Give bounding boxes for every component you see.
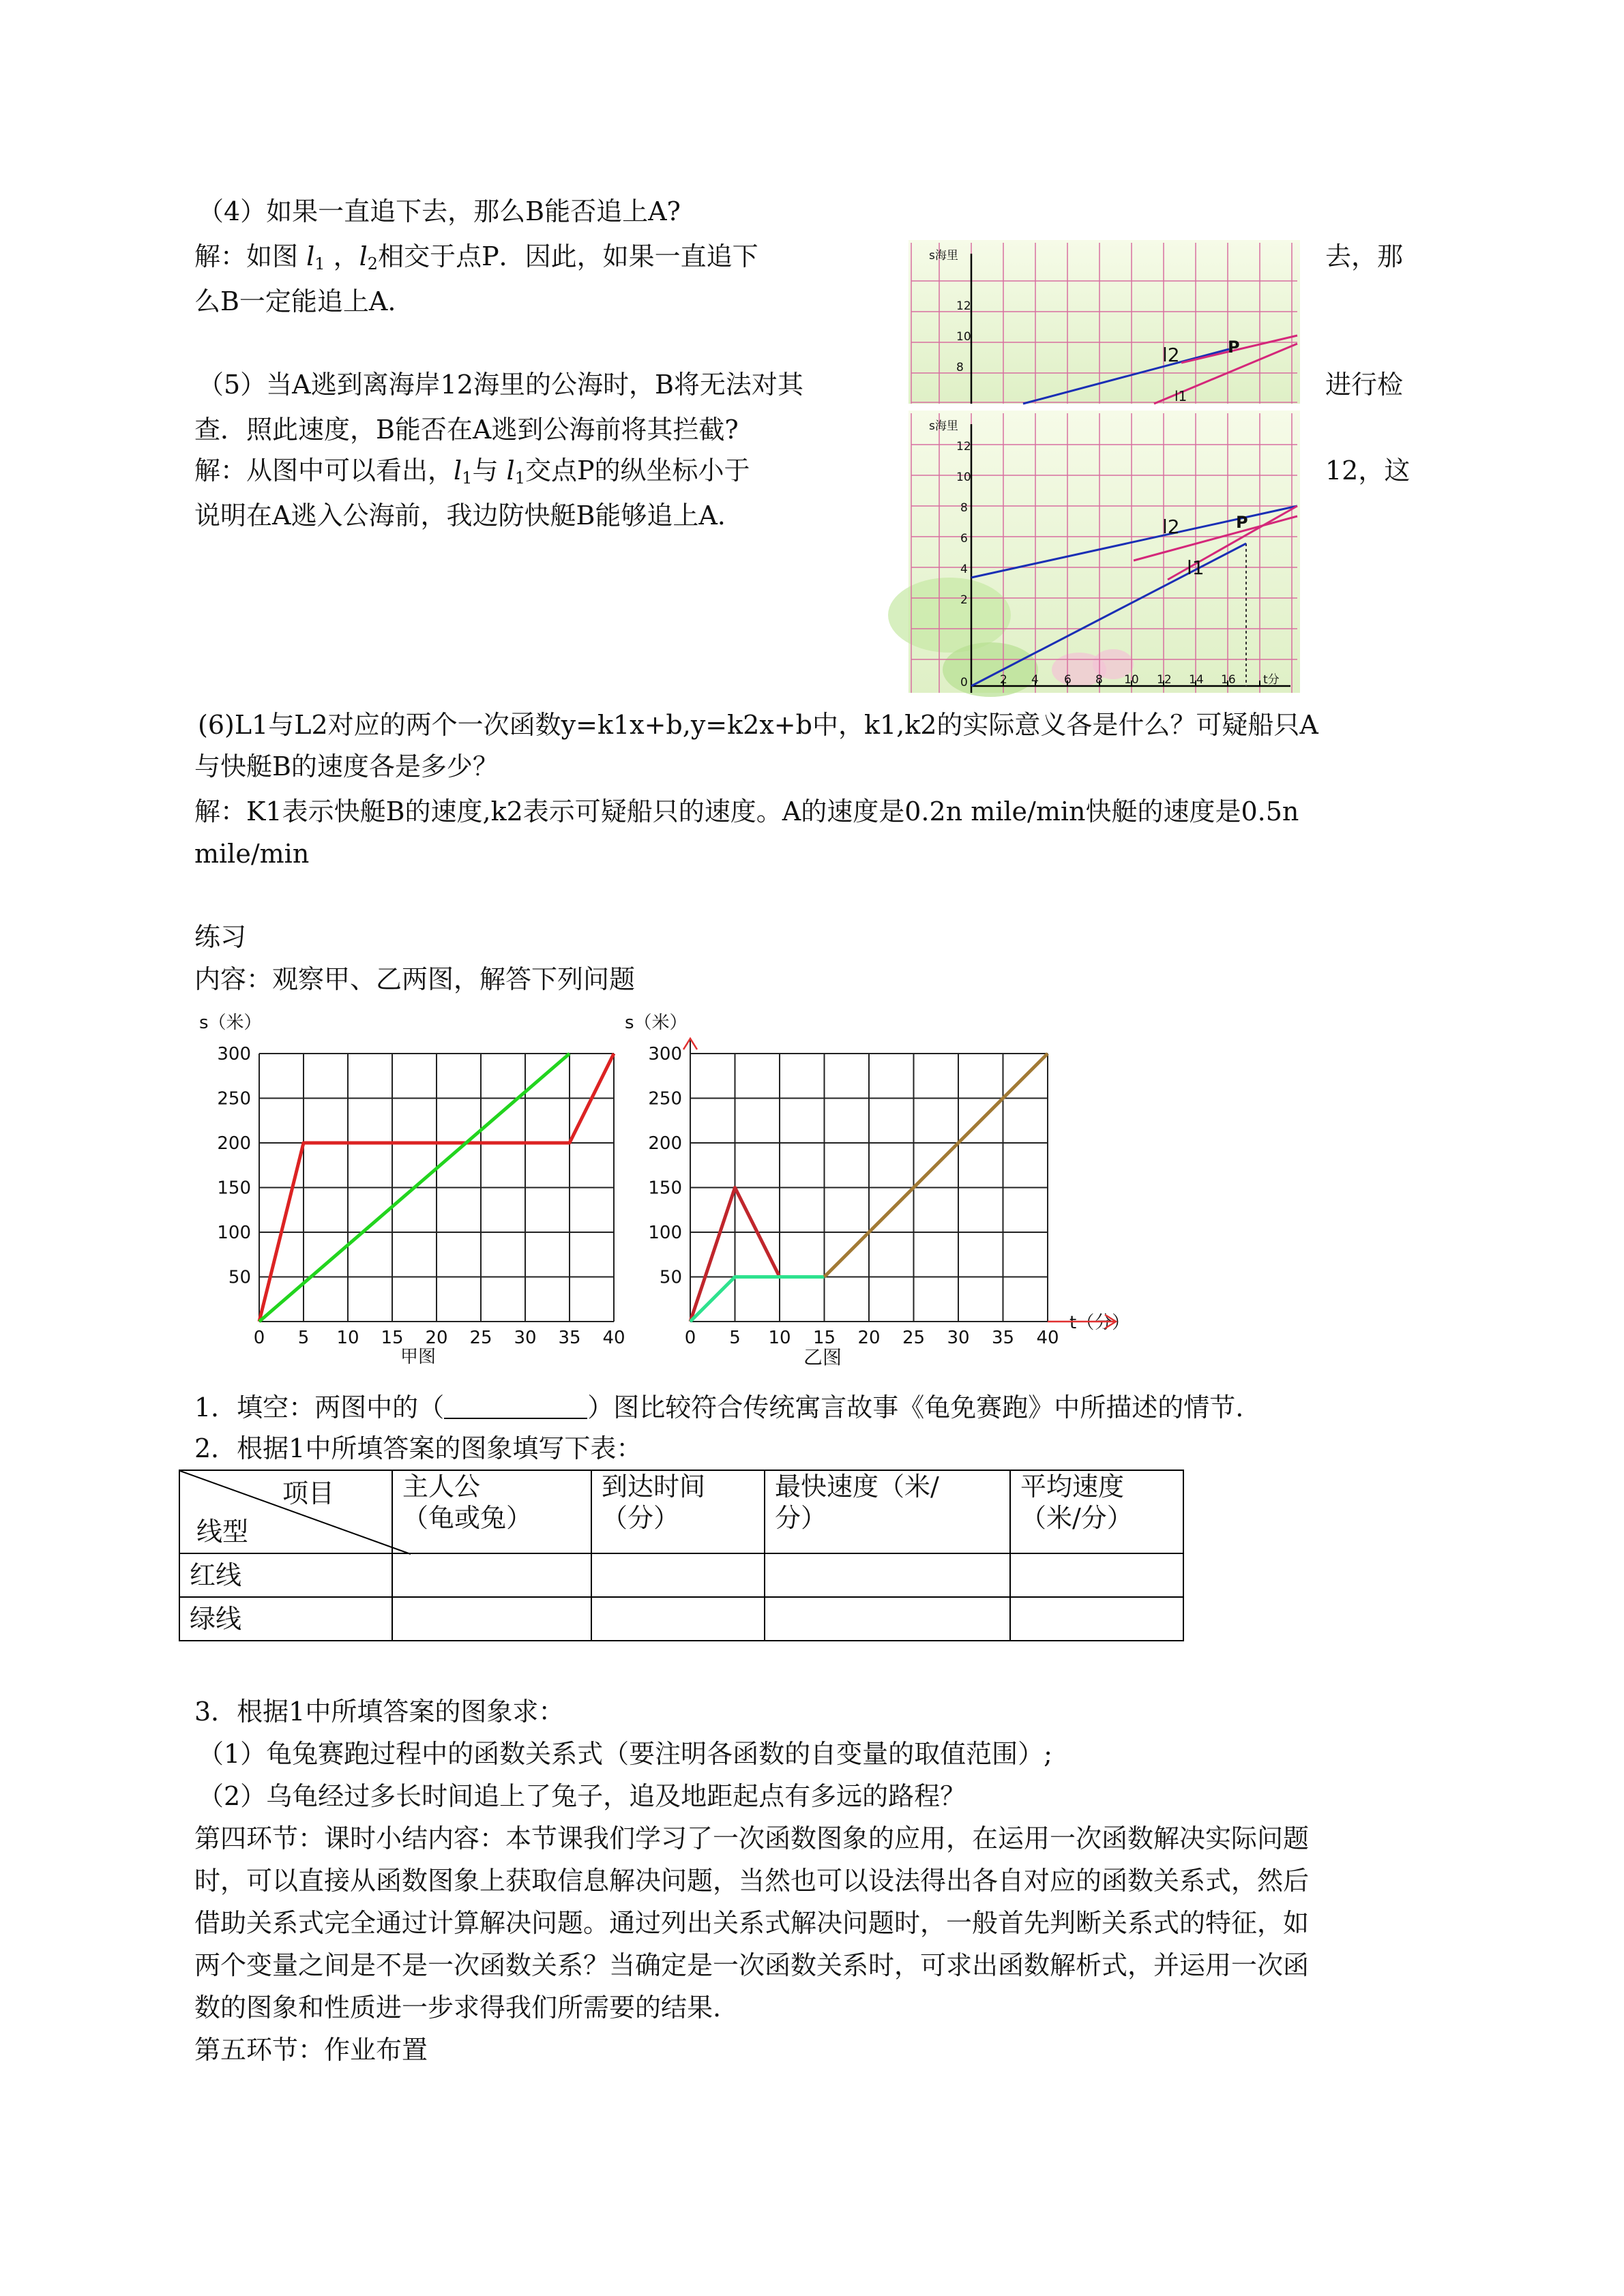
practice-heading: 练习 [194, 922, 247, 952]
table-row [179, 1553, 1183, 1597]
y-tick-label: 150 [217, 1178, 251, 1199]
y-tick-label: 150 [648, 1178, 682, 1199]
q5-line1: （5）当A逃到离海岸12海里的公海时，B将无法对其 [198, 370, 803, 400]
table-header-cell [765, 1470, 1010, 1553]
x-tick-label: 35 [991, 1328, 1015, 1348]
sea-l2-label: l2 [1162, 516, 1180, 538]
sea-xtick: 10 [1124, 673, 1139, 687]
header-line: （龟或兔） [402, 1503, 533, 1533]
sea-y-label: s海里 [929, 419, 958, 433]
y-tick-label: 100 [217, 1223, 251, 1243]
table-header-row [179, 1470, 1183, 1553]
sea-chart [909, 240, 1300, 693]
y-tick-label: 250 [648, 1088, 682, 1109]
x-tick-label: 25 [902, 1328, 926, 1348]
x-tick-label: 15 [381, 1328, 404, 1348]
sea-l1-label: l1 [1187, 556, 1205, 579]
q4-sol-b: 相交于点P．因此，如果一直追下 [378, 241, 758, 271]
x-tick-label: 30 [514, 1328, 537, 1348]
q1-text-b: 图比较符合传统寓言故事《龟免赛跑》中所描述的情节. [613, 1392, 1244, 1422]
table-cell[interactable] [765, 1553, 1010, 1597]
sea-ytick: 12 [956, 299, 971, 313]
y-tick-label: 50 [659, 1267, 682, 1288]
corner-bottom-label: 线型 [196, 1517, 249, 1547]
chart-grid [259, 1054, 614, 1322]
y-tick-label: 50 [228, 1267, 251, 1288]
x-tick-label: 10 [768, 1328, 791, 1348]
summary-line5: 数的图象和性质进一步求得我们所需要的结果. [194, 1993, 722, 2023]
q5-line3-b: 与 [472, 456, 507, 486]
q5-line3 [194, 454, 750, 494]
table-header-cell [392, 1470, 591, 1553]
q4-title: （4）如果一直追下去，那么B能否追上A? [198, 196, 681, 226]
sea-p-label: P [1228, 338, 1240, 357]
sea-xtick: 14 [1189, 673, 1204, 687]
table-cell[interactable] [1010, 1597, 1183, 1641]
x-tick-label: 5 [297, 1328, 310, 1348]
series-line [825, 1054, 1048, 1277]
series-line [690, 1277, 825, 1322]
x-tick-label: 20 [425, 1328, 448, 1348]
q6-line4: mile/min [194, 839, 310, 869]
sea-ytick: 10 [956, 330, 971, 344]
sea-ytick: 6 [960, 532, 968, 546]
q3-line1: 3．根据1中所填答案的图象求： [194, 1697, 565, 1727]
q6-line1: (6)L1与L2对应的两个一次函数y=k1x+b,y=k2x+b中，k1,k2的实际意义各是什么？可疑船只A [198, 710, 1318, 740]
x-tick-label: 35 [558, 1328, 581, 1348]
x-tick-label: 40 [602, 1328, 625, 1348]
sea-xtick: 2 [1000, 673, 1007, 687]
sea-ytick: 8 [956, 361, 964, 374]
summary-line2: 时，可以直接从函数图象上获取信息解决问题，当然也可以设法得出各自对应的函数关系式，然后 [194, 1866, 1310, 1896]
sea-ytick: 8 [960, 501, 968, 515]
q6-line2: 与快艇B的速度各是多少？ [194, 751, 499, 781]
q1-line [194, 1391, 1243, 1424]
q4-sep: ， [325, 241, 359, 271]
y-tick-label: 250 [217, 1088, 251, 1109]
sea-xtick: 8 [1095, 673, 1103, 687]
table-cell[interactable] [392, 1553, 591, 1597]
sea-ytick: 12 [956, 440, 971, 453]
sea-ytick: 4 [960, 563, 968, 576]
y-tick-label: 200 [648, 1133, 682, 1154]
q4-solution-line [194, 240, 758, 280]
chart-yi-title: 乙图 [803, 1346, 842, 1369]
header-line: 主人公 [402, 1472, 481, 1502]
sea-l1-label: l1 [1175, 388, 1187, 404]
sea-origin: 0 [960, 676, 968, 689]
l2-subscript: 2 [367, 254, 379, 273]
x-tick-label: 30 [947, 1328, 970, 1348]
summary-line6: 第五环节：作业布置 [194, 2035, 428, 2065]
table-cell[interactable] [765, 1597, 1010, 1641]
sea-ytick: 2 [960, 593, 968, 607]
summary-line3: 借助关系式完全通过计算解决问题。通过列出关系式解决问题时，一般首先判断关系式的特征，如 [194, 1908, 1310, 1938]
q3-line2: （1）龟兔赛跑过程中的函数关系式（要注明各函数的自变量的取值范围）; [198, 1739, 1052, 1769]
q5-line3-a: 解：从图中可以看出， [194, 456, 454, 486]
header-line: 到达时间 [602, 1472, 706, 1502]
q1-paren-right: ） [587, 1392, 614, 1422]
q2-text: 2．根据1中所填答案的图象填写下表： [194, 1433, 643, 1463]
table-cell[interactable] [591, 1553, 765, 1597]
chart-yi [618, 1009, 1143, 1377]
table-corner-cell [179, 1470, 392, 1553]
x-tick-label: 10 [336, 1328, 359, 1348]
sea-chart-top-crop [909, 240, 1300, 404]
q5-line2: 查．照此速度，B能否在A逃到公海前将其拦截? [194, 415, 739, 445]
x-tick-label: 25 [469, 1328, 492, 1348]
sea-xtick: 12 [1157, 673, 1172, 687]
l1-subscript: 1 [314, 254, 325, 273]
q1-paren-left: （ [418, 1392, 445, 1422]
chart-jia-ylabel: s（米） [199, 1013, 262, 1033]
header-line: 最快速度（米/ [775, 1472, 939, 1502]
header-line: 平均速度 [1020, 1472, 1125, 1502]
table-cell[interactable] [392, 1597, 591, 1641]
q5-line3-c: 交点P的纵坐标小于 [525, 456, 750, 486]
chart-yi-ylabel: s（米） [625, 1013, 688, 1033]
l1-symbol: l [454, 456, 462, 486]
corner-top-label: 项目 [282, 1478, 335, 1508]
q6-line3: 解：K1表示快艇B的速度,k2表示可疑船只的速度。A的速度是0.2n mile/min快艇的速度是0.5n [194, 796, 1299, 826]
x-tick-label: 5 [729, 1328, 741, 1348]
l1-symbol: l [506, 456, 515, 486]
sea-xtick: 6 [1064, 673, 1072, 687]
table-row [179, 1597, 1183, 1641]
sea-x-label: t分 [1263, 673, 1280, 687]
l1-subscript: 1 [514, 468, 525, 488]
chart-yi-xlabel: t（分） [1069, 1313, 1130, 1333]
sea-y-label: s海里 [929, 249, 958, 263]
q3-line3: （2）乌龟经过多长时间追上了兔子，追及地距起点有多远的路程？ [198, 1781, 966, 1811]
q1-text-a: 1．填空：两图中的 [194, 1392, 419, 1422]
fill-table [179, 1470, 1184, 1641]
l1-subscript: 1 [462, 468, 473, 488]
q4-sol-d: 么B一定能追上A. [194, 286, 396, 316]
sea-xtick: 16 [1221, 673, 1236, 687]
row-label: 红线 [179, 1553, 392, 1597]
summary-line1: 第四环节：课时小结内容：本节课我们学习了一次函数图象的应用，在运用一次函数解决实际问题 [194, 1823, 1310, 1853]
table-cell[interactable] [591, 1597, 765, 1641]
practice-content: 内容：观察甲、乙两图，解答下列问题 [194, 964, 636, 994]
l2-symbol: l [359, 241, 368, 271]
y-tick-label: 300 [217, 1044, 251, 1064]
header-line: 分） [775, 1503, 827, 1533]
y-tick-label: 100 [648, 1223, 682, 1243]
q4-sol-c: 去，那 [1325, 241, 1404, 271]
x-tick-label: 20 [857, 1328, 881, 1348]
x-tick-label: 0 [684, 1328, 696, 1348]
table-cell[interactable] [1010, 1553, 1183, 1597]
sea-xtick: 4 [1031, 673, 1039, 687]
header-line: （米/分） [1020, 1503, 1133, 1533]
l1-symbol: l [306, 241, 315, 271]
table-header-cell [1010, 1470, 1183, 1553]
sea-ytick: 10 [956, 471, 971, 484]
row-label: 绿线 [179, 1597, 392, 1641]
chart-jia [192, 1009, 625, 1377]
sea-p-label: P [1236, 513, 1248, 532]
summary-line4: 两个变量之间是不是一次函数关系？当确定是一次函数关系时，可求出函数解析式，并运用一次函 [194, 1950, 1310, 1980]
q5-line3-end: 12，这 [1325, 456, 1411, 486]
q5-line4: 说明在A逃入公海前，我边防快艇B能够追上A. [194, 501, 726, 531]
q4-sol-a: 解：如图 [194, 241, 307, 271]
x-tick-label: 0 [253, 1328, 265, 1348]
q1-blank[interactable] [444, 1393, 587, 1419]
chart-jia-title: 甲图 [400, 1347, 437, 1367]
table-header-cell [591, 1470, 765, 1553]
sea-l2-label: l2 [1162, 344, 1180, 366]
y-tick-label: 200 [217, 1133, 251, 1154]
sea-chart-bottom-crop [888, 411, 1300, 697]
q5-line1-end: 进行检 [1325, 370, 1404, 400]
x-tick-label: 15 [812, 1328, 836, 1348]
y-tick-label: 300 [648, 1044, 682, 1064]
chart-grid [683, 1039, 1116, 1328]
x-tick-label: 40 [1036, 1328, 1059, 1348]
header-line: （分） [602, 1503, 680, 1533]
